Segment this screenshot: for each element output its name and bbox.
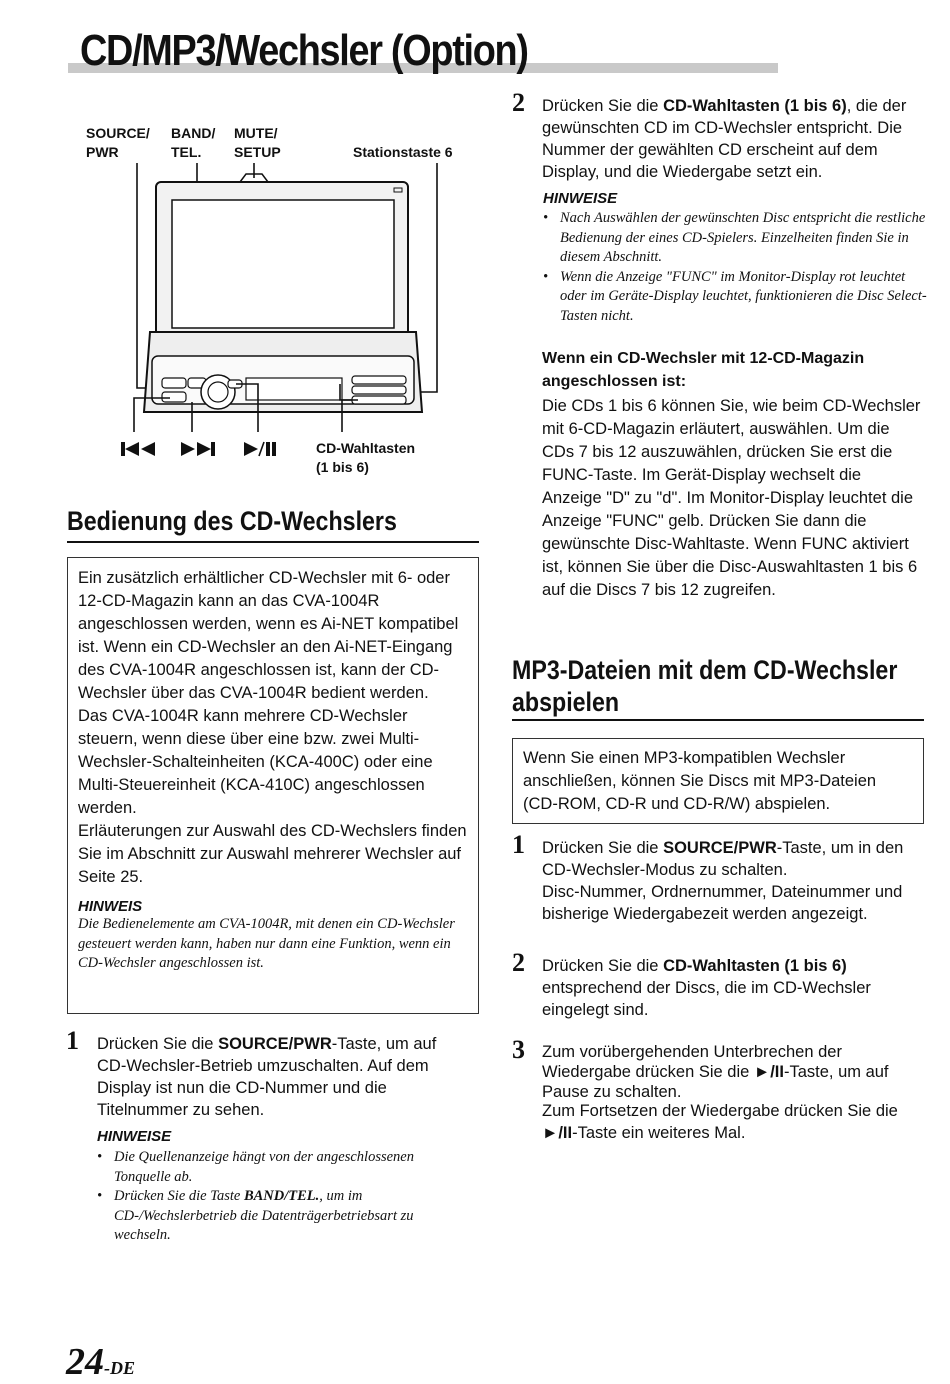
step-number: 3 [512, 1035, 525, 1064]
section-heading-mp3: MP3-Dateien mit dem CD-Wechsler abspielen [512, 655, 898, 717]
step-text: Drücken Sie die CD-Wahltasten (1 bis 6) entsprechend der Discs, die im CD-Wechsler eingelegt sind. [542, 957, 871, 1019]
step-text: Zum vorübergehenden Unterbrechen der Wiedergabe drücken Sie die ►/II-Taste, um auf Pause zu schalten. [542, 1043, 889, 1101]
info-box-mp3 [512, 738, 924, 824]
label-cd-select-keys: CD-Wahltasten (1 bis 6) [316, 440, 416, 475]
section-heading-changer: Bedienung des CD-Wechslers [67, 506, 397, 536]
step-number: 2 [512, 88, 525, 117]
step-text: Drücken Sie die SOURCE/PWR-Taste, um auf CD-Wechsler-Betrieb umzuschalten. Auf dem Display ist nun die CD-Nummer und die Titelnummer zu sehen. [97, 1035, 437, 1119]
info-paragraph: Erläuterungen zur Auswahl des CD-Wechslers finden Sie im Abschnitt zur Auswahl mehrerer Wechsler auf Seite 25. [78, 822, 467, 886]
note-heading: HINWEIS [78, 898, 143, 915]
device-illustration [100, 160, 470, 470]
notes-list [97, 1148, 467, 1246]
label-band-tel: BAND/ TEL. [171, 125, 216, 160]
info-paragraph: Ein zusätzlich erhältlicher CD-Wechsler mit 6- oder 12-CD-Magazin kann an das CVA-1004R angeschlossen werden, wenn es Ai-NET kompatibel ist. Wenn ein CD-Wechsler an den Ai-NET-Eingang des CVA-1004R angeschlossen ist, kann der CD-Wechsler über das CVA-1004R bedient werden. [78, 569, 459, 702]
step-number: 2 [512, 948, 525, 977]
label-mute-setup: MUTE/ SETUP [234, 125, 281, 160]
note-item: • Drücken Sie die Taste BAND/TEL., um im CD-/Wechslerbetrieb die Datenträgerbetriebsart zu wechseln. [97, 1188, 414, 1243]
note-item: • Wenn die Anzeige "FUNC" im Monitor-Display rot leuchtet oder im Geräte-Display leuchtet, funktionieren die Disc Select-Tasten nicht. [543, 268, 927, 324]
info-box-changer [67, 557, 479, 1014]
note-item: • Die Quellenanzeige hängt von der angeschlossenen Tonquelle ab. [97, 1149, 414, 1185]
label-source-pwr: SOURCE/ PWR [86, 125, 150, 160]
step-number: 1 [66, 1026, 79, 1055]
step-text: Drücken Sie die CD-Wahltasten (1 bis 6), die der gewünschten CD im CD-Wechsler entspricht. Die Nummer der gewählten CD erscheint auf dem Display, und die Wiedergabe setzt ein. [542, 97, 907, 181]
paragraph-12-disc: Die CDs 1 bis 6 können Sie, wie beim CD-Wechsler mit 6-CD-Magazin erläutert, auswählen. Um die CDs 7 bis 12 auszuwählen, drücken Sie erst die FUNC-Taste. Im Gerät-Display wechselt die Anzeige "D" zu "d". Im Monitor-Display leuchtet die Anzeige "FUNC" gelb. Drücken Sie dann die gewünschte Disc-Wahltaste. Wenn FUNC aktiviert ist, können Sie über die Disc-Auswahltasten 1 bis 6 auf die Discs 7 bis 12 zugreifen. [542, 397, 921, 599]
step-text: Drücken Sie die SOURCE/PWR-Taste, um in den CD-Wechsler-Modus zu schalten. [542, 839, 904, 879]
step-extra-text: Zum Fortsetzen der Wiedergabe drücken Sie die ►/II-Taste ein weiteres Mal. [542, 1102, 898, 1142]
step-extra-text: Disc-Nummer, Ordnernummer, Dateinummer und bisherige Wiedergabezeit werden angezeigt. [542, 883, 903, 923]
heading-rule [512, 719, 924, 721]
heading-rule [67, 541, 479, 543]
page-title: CD/MP3/Wechsler (Option) [80, 26, 528, 75]
next-track-icon [178, 440, 216, 458]
label-station-key: Stationstaste 6 [353, 144, 453, 160]
play-pause-icon [242, 440, 278, 458]
note-item: • Nach Auswählen der gewünschten Disc entspricht die restliche Bedienung der eines CD-Spielers. Einzelheiten finden Sie in diesem Abschnitt. [543, 210, 926, 265]
notes-heading: HINWEISE [543, 190, 618, 207]
subheading-12-disc: Wenn ein CD-Wechsler mit 12-CD-Magazin angeschlossen ist: [542, 350, 865, 390]
note-text: Die Bedienelemente am CVA-1004R, mit denen ein CD-Wechsler gesteuert werden kann, haben nur dann eine Funktion, wenn ein CD-Wechsler angeschlossen ist. [78, 916, 455, 971]
previous-track-icon [120, 440, 158, 458]
info-paragraph: Wenn Sie einen MP3-kompatiblen Wechsler anschließen, können Sie Discs mit MP3-Dateien (CD-ROM, CD-R und CD-R/W) abspielen. [523, 749, 877, 813]
info-paragraph: Das CVA-1004R kann mehrere CD-Wechsler steuern, wenn diese über eine bzw. zwei Multi-Wechsler-Schalteinheiten (KCA-400C) oder eine Multi-Steuereinheit (KCA-410C) angeschlossen werden. [78, 707, 433, 817]
step-number: 1 [512, 830, 525, 859]
notes-list [543, 209, 928, 326]
page-number: 24-DE [66, 1341, 135, 1383]
notes-heading: HINWEISE [97, 1128, 172, 1145]
